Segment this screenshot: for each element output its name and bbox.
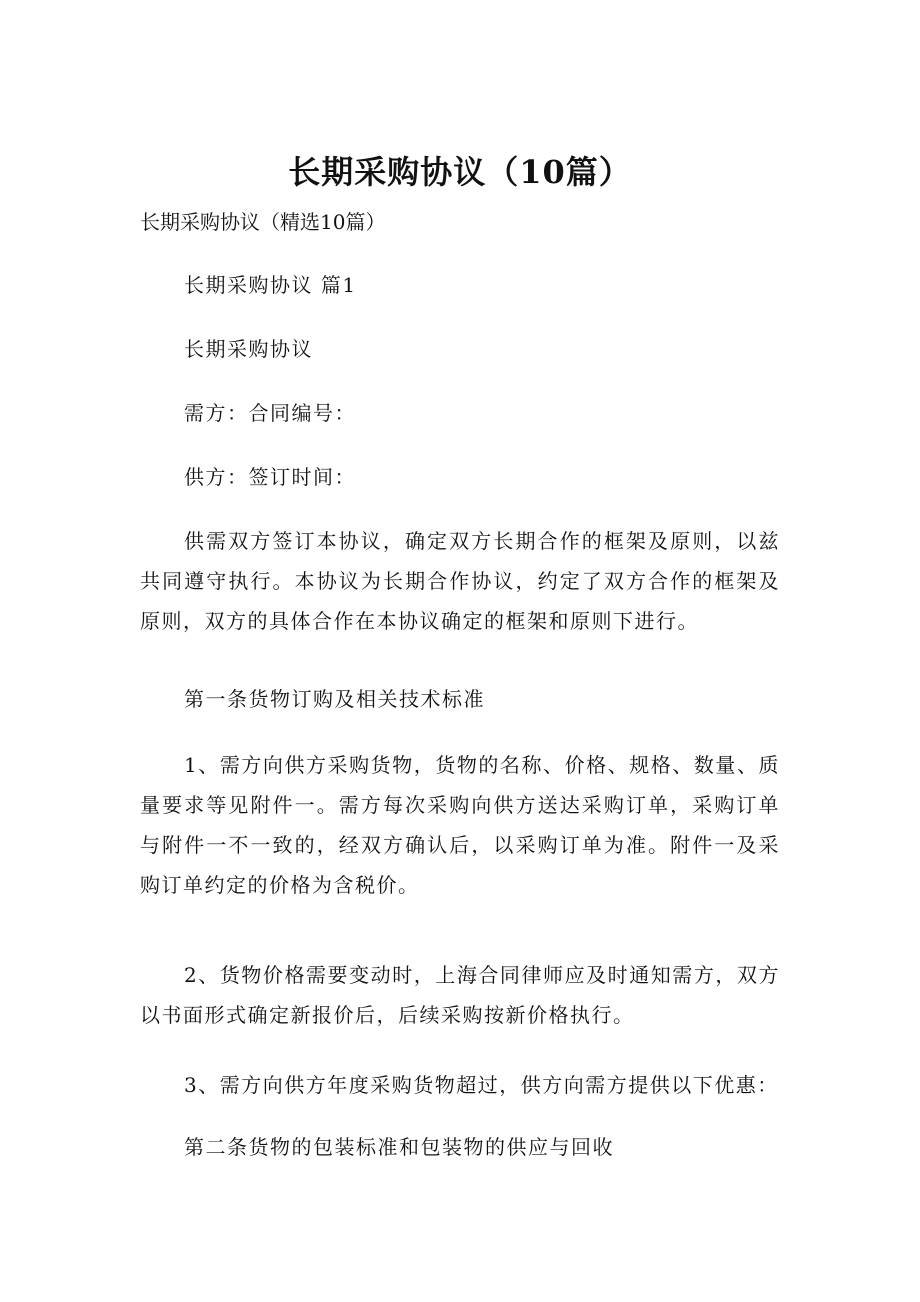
clause-2: 2、货物价格需要变动时，上海合同律师应及时通知需方，双方以书面形式确定新报价后，后续采购按新价格执行。: [140, 963, 780, 1027]
document-title: 长期采购协议（10篇）: [288, 153, 632, 191]
article-one-heading: 第一条货物订购及相关技术标准: [184, 687, 485, 711]
buyer-line: 需方：合同编号：: [184, 401, 356, 425]
clause-1: 1、需方向供方采购货物，货物的名称、价格、规格、数量、质量要求等见附件一。需方每次采购向供方送达采购订单，采购订单与附件一不一致的，经双方确认后，以采购订单为准。附件一及采购订单约定的价格为含税价。: [140, 753, 780, 897]
clause-3: 3、需方向供方年度采购货物超过，供方向需方提供以下优惠：: [184, 1073, 779, 1097]
supplier-line: 供方：签订时间：: [184, 465, 356, 489]
intro-paragraph: 供需双方签订本协议，确定双方长期合作的框架及原则，以兹共同遵守执行。本协议为长期合作协议，约定了双方合作的框架及原则，双方的具体合作在本协议确定的框架和原则下进行。: [140, 529, 780, 633]
agreement-name: 长期采购协议: [184, 337, 313, 361]
document-subtitle: 长期采购协议（精选10篇）: [140, 210, 386, 234]
section-heading: 长期采购协议 篇1: [184, 273, 357, 297]
article-two-heading: 第二条货物的包装标准和包装物的供应与回收: [184, 1135, 614, 1159]
